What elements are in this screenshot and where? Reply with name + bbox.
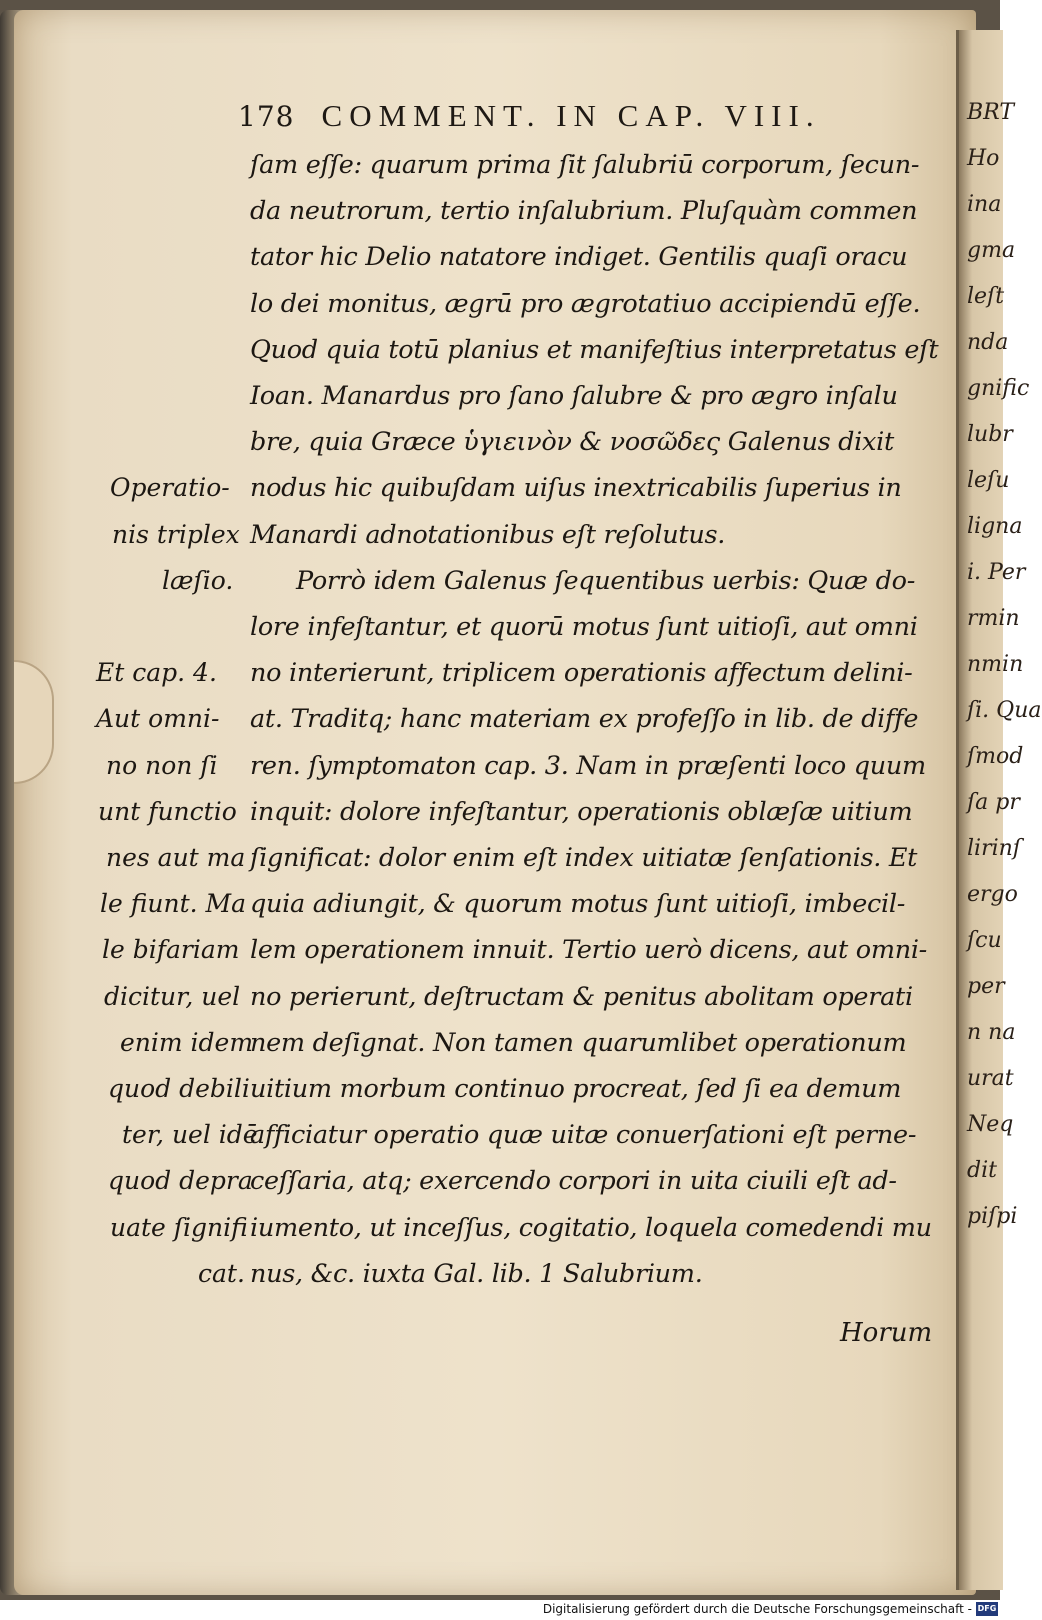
text-line: Porrò idem Galenus ſequentibus uerbis: Quæ do- xyxy=(296,565,916,596)
text-line: nem deſignat. Non tamen quarumlibet operationum xyxy=(250,1027,907,1058)
margin-note-line: no non ſi xyxy=(106,750,218,780)
text-line: uitium morbum continuo procreat, ſed ſi ea demum xyxy=(250,1074,902,1104)
text-line: bre, quia Græce ὑγιεινὸν & νοσῶδες Galenus dixit xyxy=(250,427,894,458)
facing-page-fragment: ergo xyxy=(967,882,1018,907)
facing-page-fragment: Neq xyxy=(967,1112,1014,1137)
facing-page-fragment: i. Per xyxy=(967,560,1026,585)
footer-credit: Digitalisierung gefördert durch die Deutsche Forschungsgemeinschaft - xyxy=(542,1602,972,1616)
margin-note-line: uate ſignifi xyxy=(110,1212,248,1242)
margin-note-line: quod depra xyxy=(108,1166,253,1196)
text-line: Manardi adnotationibus eſt reſolutus. xyxy=(250,519,726,550)
text-line: ceſſaria, atq; exercendo corpori in uita ciuili eſt ad- xyxy=(250,1166,897,1197)
margin-note-line: læſio. xyxy=(162,565,234,595)
margin-note-line: cat. xyxy=(198,1258,245,1288)
facing-page-fragment: rmin xyxy=(967,606,1020,631)
margin-note-line: Operatio- xyxy=(110,473,230,503)
facing-page-fragment: ina xyxy=(967,192,1002,217)
facing-page-fragment: ſi. Qua xyxy=(967,698,1042,723)
footer xyxy=(0,1600,1000,1620)
facing-page-fragment: ſmod xyxy=(967,744,1024,769)
facing-page-fragment: n na xyxy=(967,1020,1016,1045)
text-line: Ioan. Manardus pro ſano ſalubre & pro ægro inſalu xyxy=(250,381,898,411)
text-line: afficiatur operatio quæ uitæ conuerſationi eſt perne- xyxy=(250,1120,917,1151)
facing-page-fragment: piſpi xyxy=(967,1204,1018,1229)
text-line: nodus hic quibuſdam uiſus inextricabilis ſuperius in xyxy=(250,473,902,504)
text-line: ren. ſymptomaton cap. 3. Nam in præſenti loco quum xyxy=(250,750,926,781)
text-line: ſam eſſe: quarum prima ſit ſalubriū corporum, ſecun- xyxy=(250,150,920,180)
text-line: lore infeſtantur, et quorū motus ſunt uitioſi, aut omni xyxy=(250,612,918,642)
margin-note-line: Et cap. 4. xyxy=(96,658,217,688)
text-line: at. Traditq; hanc materiam ex profeſſo in lib. de diffe xyxy=(250,704,919,735)
binding-notch xyxy=(14,660,54,784)
facing-page-fragment: urat xyxy=(967,1066,1014,1091)
margin-note-line: enim idem xyxy=(120,1027,254,1057)
margin-note-line: nis triplex xyxy=(112,519,240,549)
facing-page-fragment: gnific xyxy=(967,376,1030,401)
facing-page-fragment: per xyxy=(967,974,1005,999)
margin-note-line: ter, uel idē xyxy=(122,1120,258,1150)
running-head: COMMENT. IN CAP. VIII. xyxy=(321,98,821,133)
catchword: Horum xyxy=(840,1318,933,1348)
margin-note-line: nes aut ma xyxy=(106,843,246,872)
facing-page-fragment: leſt xyxy=(967,284,1005,309)
text-line: da neutrorum, tertio inſalubrium. Pluſquàm commen xyxy=(250,196,918,227)
margin-note-line: le fiunt. Ma xyxy=(100,889,247,919)
text-line: Quod quia totū planius et manifeſtius interpretatus eſt xyxy=(250,334,939,365)
margin-note-line: quod debili xyxy=(108,1074,250,1103)
dfg-logo: DFG xyxy=(976,1602,998,1616)
margin-note-line: dicitur, uel xyxy=(104,981,241,1011)
facing-page-fragment: lubr xyxy=(967,422,1013,447)
page-header xyxy=(238,98,938,138)
text-line: ſignificat: dolor enim eſt index uitiatæ ſenſationis. Et xyxy=(250,843,918,873)
text-line: nus, &c. iuxta Gal. lib. 1 Salubrium. xyxy=(250,1258,703,1289)
facing-page-fragment: dit xyxy=(967,1158,997,1183)
text-line: iumento, ut inceſſus, cogitatio, loquela comedendi mu xyxy=(250,1212,932,1243)
text-line: no interierunt, triplicem operationis affectum delini- xyxy=(250,658,913,689)
margin-note-line: unt functio xyxy=(98,796,237,826)
facing-page-fragment: gma xyxy=(967,238,1016,263)
facing-page-fragment: nda xyxy=(967,330,1009,355)
facing-page-fragment: Ho xyxy=(967,146,1000,171)
page-number: 178 xyxy=(238,100,295,133)
facing-page-fragment: lirinſ xyxy=(967,836,1021,861)
facing-page-fragment: leſu xyxy=(967,468,1010,493)
margin-note-line: Aut omni- xyxy=(96,704,220,734)
text-line: tator hic Delio natatore indiget. Gentilis quaſi oracu xyxy=(250,242,908,273)
text-line: lo dei monitus, ægrū pro ægrotatiuo accipiendū eſſe. xyxy=(250,288,921,319)
facing-page-fragment: BRT xyxy=(967,100,1015,125)
margin-note-line: le bifariam xyxy=(102,935,240,965)
facing-page-fragment: ſa pr xyxy=(967,790,1020,815)
facing-page-fragment: ligna xyxy=(967,514,1023,539)
facing-page-fragment: ſcu xyxy=(967,928,1002,953)
facing-page-fragment: nmin xyxy=(967,652,1024,677)
facing-page-strip xyxy=(956,30,1042,1590)
text-line: quia adiungit, & quorum motus ſunt uitioſi, imbecil- xyxy=(250,889,906,920)
text-line: lem operationem innuit. Tertio uerò dicens, aut omni- xyxy=(250,935,927,966)
text-line: inquit: dolore infeſtantur, operationis oblæſæ uitium xyxy=(250,796,913,827)
text-line: no perierunt, deſtructam & penitus abolitam operati xyxy=(250,981,913,1012)
